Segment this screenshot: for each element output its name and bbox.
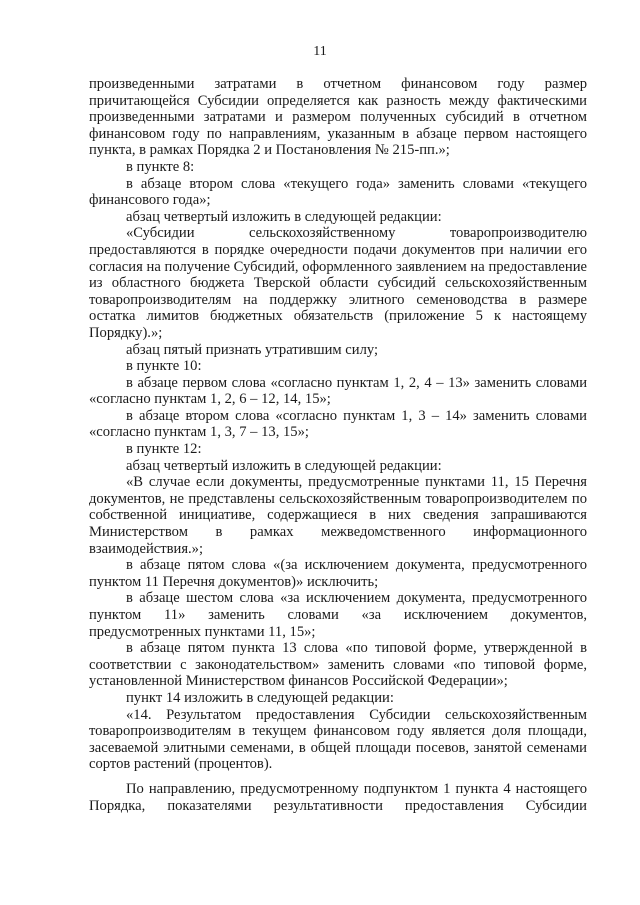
paragraph: в абзаце первом слова «согласно пунктам 1, 2, 4 – 13» заменить словами «согласно пунктам 1, 2, 6 – 12, 14, 15»;	[89, 374, 587, 408]
paragraph: произведенными затратами в отчетном финансовом году размер причитающейся Субсидии определяется как разность между фактическими произведенными затратами и размером полученных субсидий в отчетном финансовом году по направлениям, указанным в абзаце первом настоящего пункта, в рамках Порядка 2 и Постановления № 215-пп.»;	[89, 76, 587, 159]
paragraph: абзац четвертый изложить в следующей редакции:	[126, 457, 442, 474]
paragraph: в пункте 8:	[126, 158, 195, 175]
paragraph: абзац четвертый изложить в следующей редакции:	[126, 208, 442, 225]
paragraph: пункт 14 изложить в следующей редакции:	[126, 689, 394, 706]
paragraph: в абзаце втором слова «согласно пунктам 1, 3 – 14» заменить словами «согласно пунктам 1, 3, 7 – 13, 15»;	[89, 407, 587, 441]
paragraph: в пункте 10:	[126, 358, 202, 375]
paragraph: в абзаце втором слова «текущего года» заменить словами «текущего финансового года»;	[89, 175, 587, 209]
paragraph: «В случае если документы, предусмотренные пунктами 11, 15 Перечня документов, не представлены сельскохозяйственным товаропроизводителем по собственной инициативе, содержащиеся в них сведения запрашиваются Министерством в рамках межведомственного информационного взаимодействия.»;	[89, 474, 587, 557]
paragraph: в пункте 12:	[126, 441, 202, 458]
paragraph: «14. Результатом предоставления Субсидии сельскохозяйственным товаропроизводителям в текущем финансовом году является доля площади, засеваемой элитными семенами, в общей площади посевов, занятой семенами сортов растений (процентов).	[89, 706, 587, 773]
document-body	[89, 76, 587, 814]
paragraph: в абзаце пятом слова «(за исключением документа, предусмотренного пунктом 11 Перечня документов)» исключить;	[89, 557, 587, 590]
page-number: 11	[313, 44, 327, 59]
paragraph: По направлению, предусмотренному подпунктом 1 пункта 4 настоящего Порядка, показателями результативности предоставления Субсидии	[89, 780, 587, 814]
paragraph: в абзаце пятом пункта 13 слова «по типовой форме, утвержденной в соответствии с законодательством» заменить словами «по типовой форме, установленной Министерством финансов Российской Федерации»;	[89, 640, 587, 690]
paragraph: абзац пятый признать утратившим силу;	[126, 341, 379, 358]
paragraph: в абзаце шестом слова «за исключением документа, предусмотренного пунктом 11» заменить словами «за исключением документов, предусмотренных пунктами 11, 15»;	[89, 590, 587, 640]
paragraph: «Субсидии сельскохозяйственному товаропроизводителю предоставляются в порядке очередности подачи документов при наличии его согласия на получение Субсидий, оформленного заявлением на предоставление из областного бюджета Тверской области субсидий сельскохозяйственным товаропроизводителям на поддержку элитного семеноводства в размере остатка лимитов бюджетных обязательств (приложение 5 к настоящему Порядку).»;	[89, 225, 587, 341]
